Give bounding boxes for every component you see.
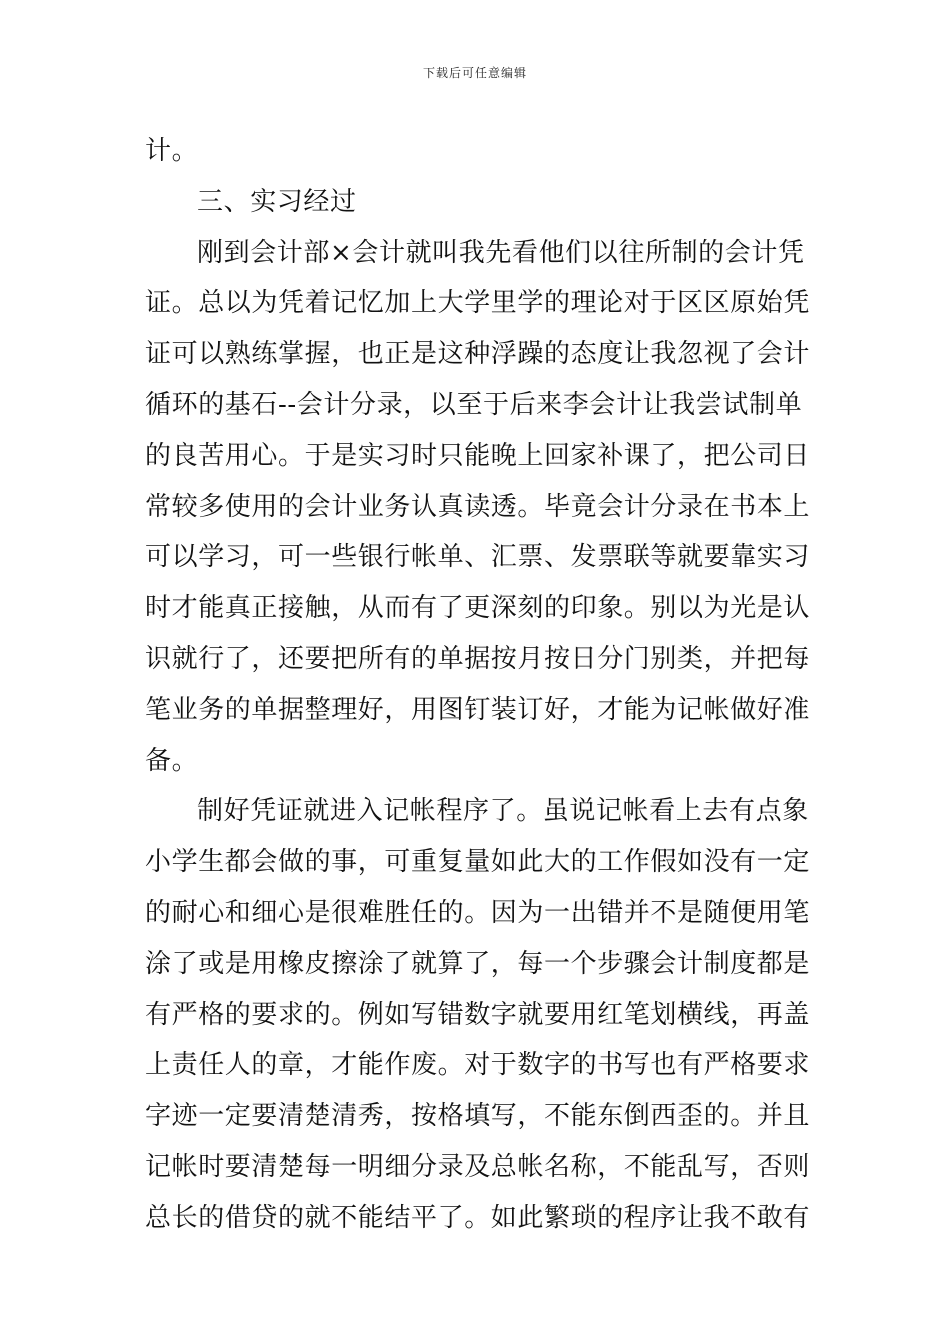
paragraph-line: 循环的基石--会计分录，以至于后来李会计让我尝试制单: [145, 389, 803, 420]
paragraph-line: 有严格的要求的。例如写错数字就要用红笔划横线，再盖: [145, 999, 811, 1030]
paragraph-line: 常较多使用的会计业务认真读透。毕竟会计分录在书本上: [145, 491, 811, 522]
paragraph-line: 字迹一定要清楚清秀，按格填写，不能东倒西歪的。并且: [145, 1101, 811, 1132]
paragraph-line: 的良苦用心。于是实习时只能晚上回家补课了，把公司日: [145, 440, 811, 471]
paragraph-line: 时才能真正接触，从而有了更深刻的印象。别以为光是认: [145, 593, 811, 624]
paragraph-line: 的耐心和细心是很难胜任的。因为一出错并不是随便用笔: [145, 897, 811, 928]
page-header-note: 下载后可任意编辑: [422, 66, 527, 80]
paragraph-line: 制好凭证就进入记帐程序了。虽说记帐看上去有点象: [197, 796, 809, 827]
paragraph-line: 笔业务的单据整理好，用图钉装订好，才能为记帐做好准: [145, 694, 811, 725]
section-heading: 三、实习经过: [197, 186, 357, 217]
paragraph-line: 刚到会计部×会计就叫我先看他们以往所制的会计凭: [197, 237, 805, 268]
paragraph-line: 小学生都会做的事，可重复量如此大的工作假如没有一定: [145, 847, 811, 878]
paragraph-line: 总长的借贷的就不能结平了。如此繁琐的程序让我不敢有: [145, 1202, 811, 1233]
paragraph-line: 涂了或是用橡皮擦涂了就算了，每一个步骤会计制度都是: [145, 948, 811, 979]
paragraph-line: 证。总以为凭着记忆加上大学里学的理论对于区区原始凭: [145, 288, 811, 319]
document-body: [145, 126, 810, 1244]
paragraph-line: 备。: [145, 745, 199, 776]
text-line: 计。: [145, 136, 199, 166]
paragraph-line: 证可以熟练掌握，也正是这种浮躁的态度让我忽视了会计: [145, 339, 811, 370]
paragraph-line: 上责任人的章，才能作废。对于数字的书写也有严格要求: [145, 1050, 811, 1081]
paragraph-line: 可以学习，可一些银行帐单、汇票、发票联等就要靠实习: [145, 542, 811, 573]
paragraph-line: 记帐时要清楚每一明细分录及总帐名称，不能乱写，否则: [145, 1151, 811, 1182]
paragraph-line: 识就行了，还要把所有的单据按月按日分门别类，并把每: [145, 643, 811, 674]
